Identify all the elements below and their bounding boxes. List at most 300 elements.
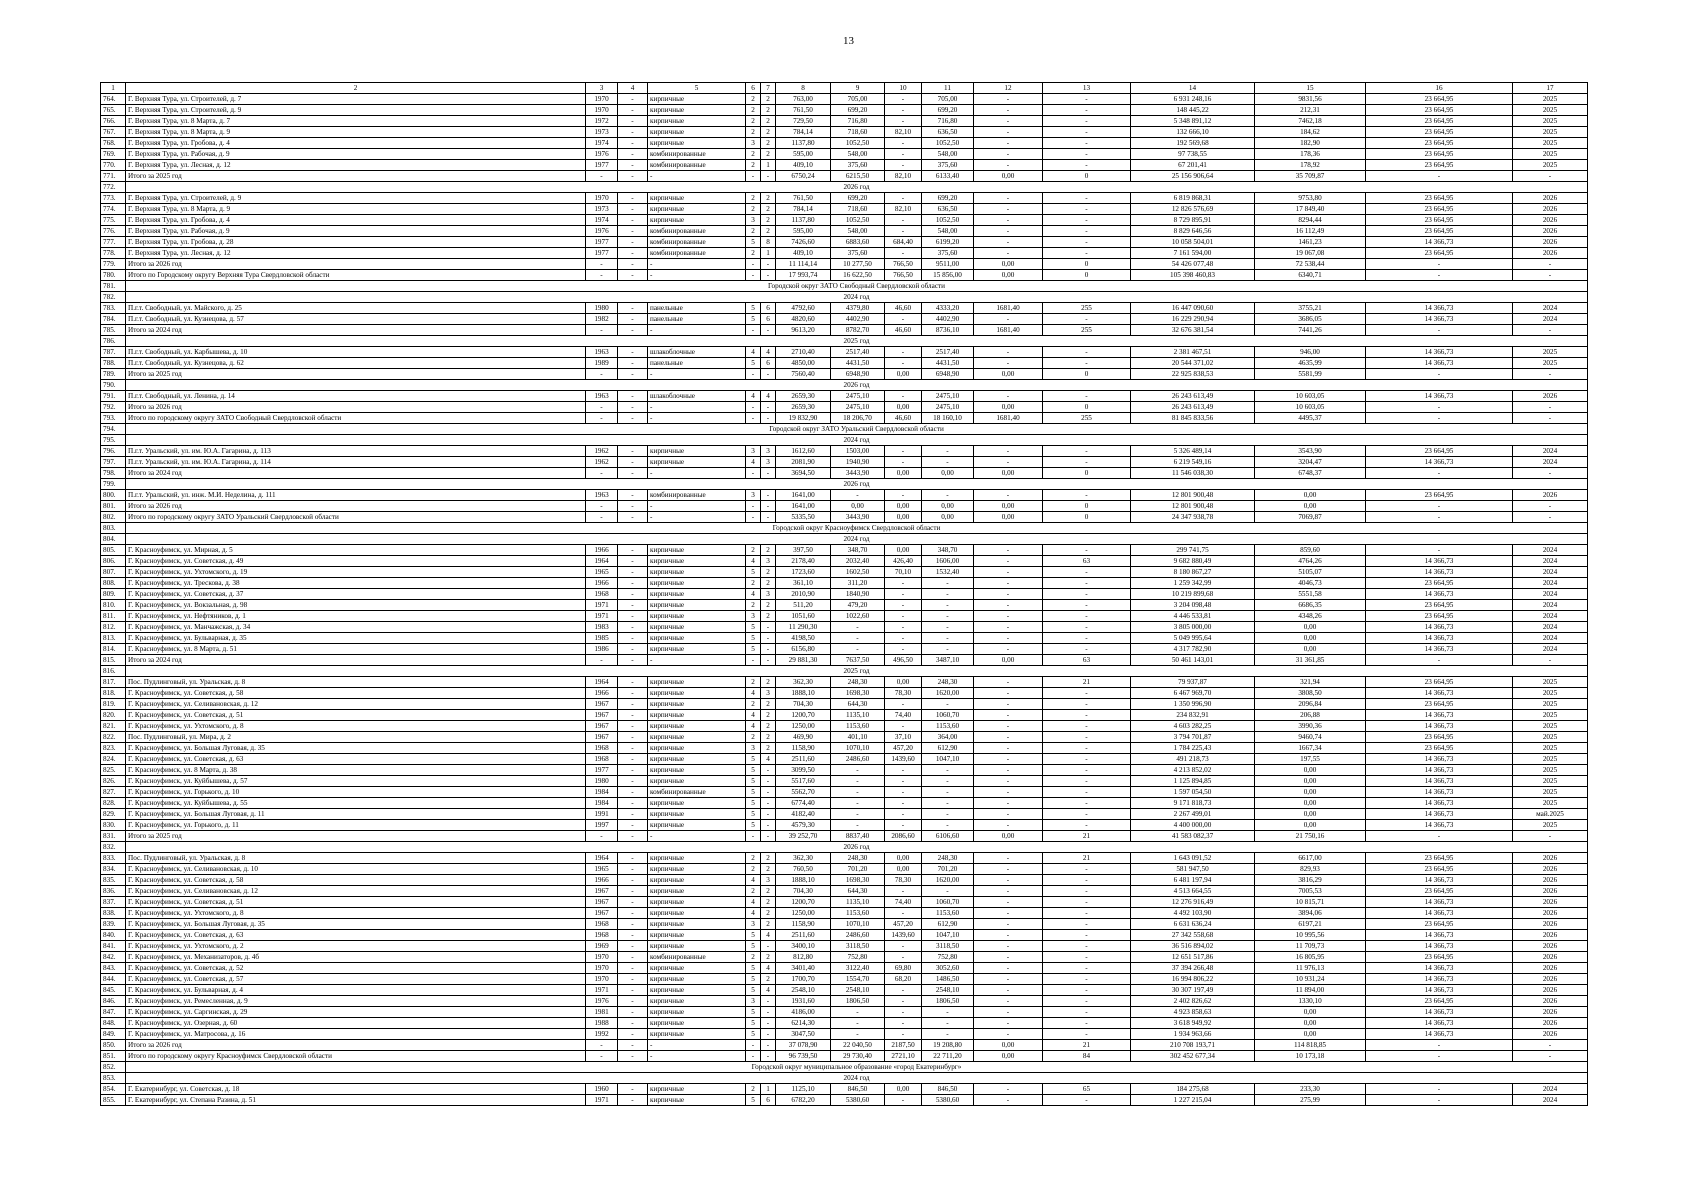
table-cell: 2024 xyxy=(1513,303,1588,314)
table-row xyxy=(101,369,1588,380)
table-cell: 1723,60 xyxy=(776,567,831,578)
table-cell: 4379,80 xyxy=(831,303,885,314)
table-cell: 805. xyxy=(101,545,126,556)
table-row xyxy=(101,743,1588,754)
table-cell: 2025 xyxy=(1513,149,1588,160)
table-cell: 636,50 xyxy=(922,204,974,215)
table-cell: - xyxy=(885,358,922,369)
table-cell: 2025 xyxy=(1513,776,1588,787)
table-cell: 23 664,95 xyxy=(1366,204,1513,215)
table-row xyxy=(101,809,1588,820)
table-row xyxy=(101,688,1588,699)
table-cell: 14 366,73 xyxy=(1366,809,1513,820)
table-cell: 5 xyxy=(746,1029,761,1040)
table-row xyxy=(101,501,1588,512)
table-cell: 0,00 xyxy=(885,468,922,479)
table-cell: комбинированные xyxy=(648,952,746,963)
table-cell: 14 366,73 xyxy=(1366,567,1513,578)
table-cell: 2 402 826,62 xyxy=(1131,996,1255,1007)
table-cell: 5562,70 xyxy=(776,787,831,798)
table-cell: - xyxy=(746,468,761,479)
table-cell: кирпичные xyxy=(648,600,746,611)
table-row xyxy=(101,1051,1588,1062)
table-cell: комбинированные xyxy=(648,248,746,259)
table-cell: кирпичные xyxy=(648,1029,746,1040)
column-number-cell: 2 xyxy=(126,83,586,94)
table-cell: - xyxy=(831,776,885,787)
table-cell: 96 739,50 xyxy=(776,1051,831,1062)
table-cell: - xyxy=(618,1040,648,1051)
table-cell: 1991 xyxy=(586,809,618,820)
table-cell: 4198,50 xyxy=(776,633,831,644)
table-cell: 248,30 xyxy=(831,677,885,688)
table-row xyxy=(101,1029,1588,1040)
table-cell: 1052,50 xyxy=(831,215,885,226)
table-cell: - xyxy=(1513,512,1588,523)
table-cell: Г. Верхняя Тура, ул. 8 Марта, д. 9 xyxy=(126,204,586,215)
table-cell: 5 xyxy=(746,622,761,633)
table-cell: 1968 xyxy=(586,754,618,765)
table-cell: 1153,60 xyxy=(922,721,974,732)
table-cell: - xyxy=(974,919,1043,930)
table-cell: Г. Красноуфимск, ул. Озерная, д. 60 xyxy=(126,1018,586,1029)
column-number-row xyxy=(101,83,1588,94)
table-cell: 14 366,73 xyxy=(1366,710,1513,721)
table-row xyxy=(101,886,1588,897)
table-cell: 23 664,95 xyxy=(1366,248,1513,259)
table-cell: Г. Красноуфимск, ул. Куйбышева, д. 57 xyxy=(126,776,586,787)
table-cell: 9 682 880,49 xyxy=(1131,556,1255,567)
table-cell: 820. xyxy=(101,710,126,721)
table-cell: 819. xyxy=(101,699,126,710)
table-cell: - xyxy=(1043,820,1131,831)
table-cell: - xyxy=(1366,413,1513,424)
table-cell: Г. Красноуфимск, ул. Вокзальная, д. 98 xyxy=(126,600,586,611)
table-cell: Г. Красноуфимск, ул. Ухтомского, д. 8 xyxy=(126,721,586,732)
table-cell: 2 267 499,01 xyxy=(1131,809,1255,820)
table-cell: 2 xyxy=(761,853,776,864)
table-cell: кирпичные xyxy=(648,864,746,875)
table-cell: 0,00 xyxy=(1255,809,1366,820)
table-cell: - xyxy=(586,171,618,182)
table-cell: - xyxy=(974,116,1043,127)
table-cell: 5 xyxy=(746,985,761,996)
table-cell: 2026 xyxy=(1513,974,1588,985)
table-cell: 2 xyxy=(746,193,761,204)
table-cell: 1606,00 xyxy=(922,556,974,567)
table-cell: 6 219 549,16 xyxy=(1131,457,1255,468)
table-cell: 1963 xyxy=(586,347,618,358)
section-header-row xyxy=(101,1073,1588,1084)
table-cell: - xyxy=(974,787,1043,798)
table-cell: - xyxy=(618,138,648,149)
table-cell: 4579,30 xyxy=(776,820,831,831)
table-cell: 796. xyxy=(101,446,126,457)
table-cell: 830. xyxy=(101,820,126,831)
table-cell: 0 xyxy=(1043,512,1131,523)
table-cell: - xyxy=(618,919,648,930)
table-cell: Пос. Пудлинговый, ул. Уральская, д. 8 xyxy=(126,677,586,688)
table-cell: 776. xyxy=(101,226,126,237)
table-cell: 105 398 460,83 xyxy=(1131,270,1255,281)
table-cell: 3118,50 xyxy=(831,941,885,952)
table-cell: - xyxy=(831,633,885,644)
table-cell: 1940,90 xyxy=(831,457,885,468)
table-cell: - xyxy=(974,820,1043,831)
table-cell: 752,80 xyxy=(922,952,974,963)
table-cell: - xyxy=(618,622,648,633)
table-cell: 27 342 558,68 xyxy=(1131,930,1255,941)
row-number-cell: 781. xyxy=(101,281,126,292)
table-cell: Г. Верхняя Тура, ул. Гробова, д. 4 xyxy=(126,215,586,226)
table-cell: П.г.т. Свободный, ул. Ленина, д. 14 xyxy=(126,391,586,402)
table-cell: - xyxy=(746,270,761,281)
table-cell: 644,30 xyxy=(831,699,885,710)
table-cell: - xyxy=(618,952,648,963)
table-cell: 0,00 xyxy=(1255,1007,1366,1018)
table-cell: 1970 xyxy=(586,105,618,116)
table-cell: кирпичные xyxy=(648,105,746,116)
table-cell: - xyxy=(618,204,648,215)
table-row xyxy=(101,897,1588,908)
table-cell: - xyxy=(885,226,922,237)
table-cell: 8 829 646,56 xyxy=(1131,226,1255,237)
table-cell: Г. Красноуфимск, ул. Горького, д. 11 xyxy=(126,820,586,831)
table-cell: 4 492 103,90 xyxy=(1131,908,1255,919)
table-cell: - xyxy=(1043,1029,1131,1040)
table-cell: 2 xyxy=(761,864,776,875)
table-cell: 0,00 xyxy=(974,655,1043,666)
table-cell: 699,20 xyxy=(831,193,885,204)
table-cell: - xyxy=(974,633,1043,644)
table-cell: - xyxy=(618,908,648,919)
table-cell: 10 815,71 xyxy=(1255,897,1366,908)
table-cell: - xyxy=(618,446,648,457)
table-cell: 3 xyxy=(746,138,761,149)
table-cell: 23 664,95 xyxy=(1366,193,1513,204)
table-cell: 849. xyxy=(101,1029,126,1040)
table-cell: - xyxy=(974,578,1043,589)
table-cell: 1967 xyxy=(586,897,618,908)
table-cell: 3990,36 xyxy=(1255,721,1366,732)
table-cell: - xyxy=(974,963,1043,974)
table-cell: - xyxy=(618,501,648,512)
table-cell: - xyxy=(885,941,922,952)
table-cell: - xyxy=(648,402,746,413)
table-cell: 0,00 xyxy=(1255,776,1366,787)
table-cell: 184,62 xyxy=(1255,127,1366,138)
table-cell: - xyxy=(618,798,648,809)
table-cell: - xyxy=(618,127,648,138)
table-row xyxy=(101,226,1588,237)
table-cell: 2475,10 xyxy=(831,402,885,413)
table-row xyxy=(101,622,1588,633)
table-cell: 1977 xyxy=(586,160,618,171)
table-cell: - xyxy=(1043,1095,1131,1106)
table-cell: - xyxy=(1513,259,1588,270)
table-cell: - xyxy=(761,820,776,831)
table-cell: 192 569,68 xyxy=(1131,138,1255,149)
table-cell: 4 513 664,55 xyxy=(1131,886,1255,897)
table-cell: - xyxy=(618,743,648,754)
table-cell: 3 xyxy=(746,611,761,622)
section-header-row xyxy=(101,523,1588,534)
table-cell: 0,00 xyxy=(1255,490,1366,501)
table-cell: 548,00 xyxy=(831,226,885,237)
table-cell: 761,50 xyxy=(776,105,831,116)
table-cell: 699,20 xyxy=(831,105,885,116)
table-cell: кирпичные xyxy=(648,127,746,138)
table-cell: 3543,90 xyxy=(1255,446,1366,457)
table-cell: 210 708 193,71 xyxy=(1131,1040,1255,1051)
table-cell: - xyxy=(618,347,648,358)
table-cell: - xyxy=(922,798,974,809)
table-cell: - xyxy=(974,688,1043,699)
table-cell: 822. xyxy=(101,732,126,743)
table-cell: - xyxy=(746,831,761,842)
table-cell: 375,60 xyxy=(831,248,885,259)
table-cell: - xyxy=(922,600,974,611)
table-cell: 2 xyxy=(761,215,776,226)
table-cell: 1974 xyxy=(586,215,618,226)
table-cell: 0,00 xyxy=(885,677,922,688)
table-cell: - xyxy=(618,1084,648,1095)
table-cell: - xyxy=(618,226,648,237)
table-cell: 6883,60 xyxy=(831,237,885,248)
table-cell: - xyxy=(618,974,648,985)
column-number-cell: 13 xyxy=(1043,83,1131,94)
table-cell: 5 xyxy=(746,963,761,974)
table-cell: 2 xyxy=(746,853,761,864)
table-cell: 548,00 xyxy=(922,149,974,160)
table-cell: - xyxy=(974,567,1043,578)
table-cell: 2548,10 xyxy=(922,985,974,996)
table-cell: - xyxy=(974,611,1043,622)
table-cell: 3 xyxy=(761,446,776,457)
table-cell: 2 xyxy=(761,732,776,743)
table-cell: 810. xyxy=(101,600,126,611)
table-cell: - xyxy=(618,116,648,127)
table-cell: - xyxy=(1043,930,1131,941)
table-cell: 843. xyxy=(101,963,126,974)
table-cell: 20 544 371,02 xyxy=(1131,358,1255,369)
table-row xyxy=(101,908,1588,919)
table-row xyxy=(101,391,1588,402)
table-cell: 14 366,73 xyxy=(1366,237,1513,248)
table-cell: 10 219 899,68 xyxy=(1131,589,1255,600)
table-cell: 1964 xyxy=(586,677,618,688)
section-title-cell: 2025 год xyxy=(126,666,1588,677)
table-cell: - xyxy=(922,886,974,897)
table-cell: - xyxy=(974,545,1043,556)
table-cell: кирпичные xyxy=(648,908,746,919)
table-cell: 2024 xyxy=(1513,457,1588,468)
table-cell: - xyxy=(1043,358,1131,369)
table-cell: - xyxy=(618,655,648,666)
table-cell: - xyxy=(974,798,1043,809)
table-row xyxy=(101,831,1588,842)
table-cell: 469,90 xyxy=(776,732,831,743)
table-cell: 1052,50 xyxy=(831,138,885,149)
table-cell: - xyxy=(1043,490,1131,501)
table-cell: - xyxy=(1513,1051,1588,1062)
table-cell: 50 461 143,01 xyxy=(1131,655,1255,666)
table-cell: 2025 xyxy=(1513,358,1588,369)
table-cell: - xyxy=(1043,457,1131,468)
table-cell: Г. Красноуфимск, ул. Большая Луговая, д. 35 xyxy=(126,743,586,754)
table-cell: 457,20 xyxy=(885,919,922,930)
table-cell: 248,30 xyxy=(922,677,974,688)
section-title-cell: 2025 год xyxy=(126,336,1588,347)
table-cell: 4 213 852,02 xyxy=(1131,765,1255,776)
table-cell: 23 664,95 xyxy=(1366,116,1513,127)
table-cell: 4635,99 xyxy=(1255,358,1366,369)
table-cell: Г. Красноуфимск, ул. Ухтомского, д. 2 xyxy=(126,941,586,952)
table-cell: 23 664,95 xyxy=(1366,490,1513,501)
table-cell: - xyxy=(761,798,776,809)
table-cell: - xyxy=(648,270,746,281)
table-cell: кирпичные xyxy=(648,974,746,985)
table-cell: - xyxy=(974,127,1043,138)
table-row xyxy=(101,567,1588,578)
table-cell: 132 666,10 xyxy=(1131,127,1255,138)
table-cell: - xyxy=(1043,974,1131,985)
table-cell: 831. xyxy=(101,831,126,842)
table-cell: - xyxy=(618,490,648,501)
table-cell: кирпичные xyxy=(648,688,746,699)
table-cell: 4 xyxy=(761,391,776,402)
table-cell: 2 xyxy=(761,138,776,149)
table-cell: - xyxy=(618,611,648,622)
table-cell: - xyxy=(885,611,922,622)
table-cell: Г. Красноуфимск, ул. Горького, д. 10 xyxy=(126,787,586,798)
table-cell: 6 481 197,94 xyxy=(1131,875,1255,886)
table-cell: - xyxy=(1513,831,1588,842)
table-cell: 771. xyxy=(101,171,126,182)
table-cell: 1051,60 xyxy=(776,611,831,622)
table-cell: комбинированные xyxy=(648,226,746,237)
table-cell: 802. xyxy=(101,512,126,523)
table-cell: 14 366,73 xyxy=(1366,303,1513,314)
table-cell: 5 xyxy=(746,974,761,985)
table-cell: - xyxy=(1513,270,1588,281)
table-cell: 491 218,73 xyxy=(1131,754,1255,765)
table-cell: 16 229 290,94 xyxy=(1131,314,1255,325)
table-cell: 636,50 xyxy=(922,127,974,138)
table-row xyxy=(101,1018,1588,1029)
table-cell: 778. xyxy=(101,248,126,259)
table-cell: 812. xyxy=(101,622,126,633)
table-cell: - xyxy=(974,809,1043,820)
table-cell: 595,00 xyxy=(776,149,831,160)
table-cell: 4792,60 xyxy=(776,303,831,314)
table-cell: - xyxy=(974,930,1043,941)
table-cell: 1967 xyxy=(586,710,618,721)
table-cell: 1968 xyxy=(586,743,618,754)
table-cell: - xyxy=(761,1029,776,1040)
table-cell: - xyxy=(974,160,1043,171)
table-cell: кирпичные xyxy=(648,721,746,732)
table-cell: - xyxy=(974,248,1043,259)
table-cell: 2026 xyxy=(1513,490,1588,501)
table-cell: 4 923 858,63 xyxy=(1131,1007,1255,1018)
table-cell: - xyxy=(885,699,922,710)
table-cell: 1840,90 xyxy=(831,589,885,600)
table-cell: 785. xyxy=(101,325,126,336)
table-cell: 1970 xyxy=(586,974,618,985)
table-cell: 1992 xyxy=(586,1029,618,1040)
table-cell: 14 366,73 xyxy=(1366,897,1513,908)
table-cell: - xyxy=(586,468,618,479)
table-cell: 6617,00 xyxy=(1255,853,1366,864)
table-cell: - xyxy=(974,732,1043,743)
table-cell: 1681,40 xyxy=(974,413,1043,424)
table-row xyxy=(101,776,1588,787)
table-cell: 14 366,73 xyxy=(1366,930,1513,941)
table-cell: П.г.т. Свободный, ул. Кузнецова, д. 62 xyxy=(126,358,586,369)
table-cell: - xyxy=(618,248,648,259)
row-number-cell: 786. xyxy=(101,336,126,347)
table-cell: - xyxy=(746,413,761,424)
table-cell: 1 xyxy=(761,1084,776,1095)
table-cell: - xyxy=(586,655,618,666)
table-cell: кирпичные xyxy=(648,1007,746,1018)
table-cell: - xyxy=(831,1007,885,1018)
table-cell: 2026 xyxy=(1513,875,1588,886)
table-cell: 5 xyxy=(746,820,761,831)
table-cell: Г. Красноуфимск, ул. Бульварная, д. 4 xyxy=(126,985,586,996)
table-cell: 21 xyxy=(1043,677,1131,688)
table-cell: - xyxy=(1043,314,1131,325)
table-cell: - xyxy=(885,798,922,809)
table-cell: - xyxy=(974,490,1043,501)
table-cell: 1966 xyxy=(586,688,618,699)
table-cell: - xyxy=(618,809,648,820)
table-cell: 1970 xyxy=(586,952,618,963)
table-row xyxy=(101,952,1588,963)
table-cell: 2081,90 xyxy=(776,457,831,468)
table-cell: Г. Красноуфимск, ул. Нефтяников, д. 1 xyxy=(126,611,586,622)
table-cell: 766,50 xyxy=(885,259,922,270)
table-cell: 2086,60 xyxy=(885,831,922,842)
table-cell: - xyxy=(746,402,761,413)
table-cell: - xyxy=(746,325,761,336)
table-cell: 19 832,90 xyxy=(776,413,831,424)
table-cell: - xyxy=(618,1007,648,1018)
table-cell: 1047,10 xyxy=(922,930,974,941)
table-cell: 1158,90 xyxy=(776,919,831,930)
table-cell: - xyxy=(885,446,922,457)
table-cell: 2 xyxy=(761,94,776,105)
table-cell: Г. Красноуфимск, ул. 8 Марта, д. 38 xyxy=(126,765,586,776)
table-cell: комбинированные xyxy=(648,149,746,160)
table-cell: 1970 xyxy=(586,963,618,974)
table-cell: - xyxy=(885,160,922,171)
table-cell: - xyxy=(1043,116,1131,127)
table-cell: 1070,10 xyxy=(831,743,885,754)
table-cell: 4348,26 xyxy=(1255,611,1366,622)
table-cell: 0,00 xyxy=(974,468,1043,479)
table-cell: 2 xyxy=(761,545,776,556)
table-cell: 9511,00 xyxy=(922,259,974,270)
table-cell: 364,00 xyxy=(922,732,974,743)
table-cell: - xyxy=(1043,754,1131,765)
table-cell: 4 xyxy=(746,897,761,908)
table-cell: 1641,00 xyxy=(776,501,831,512)
table-cell: Г. Верхняя Тура, ул. Гробова, д. 4 xyxy=(126,138,586,149)
table-cell: 7560,40 xyxy=(776,369,831,380)
table-cell: - xyxy=(648,1040,746,1051)
